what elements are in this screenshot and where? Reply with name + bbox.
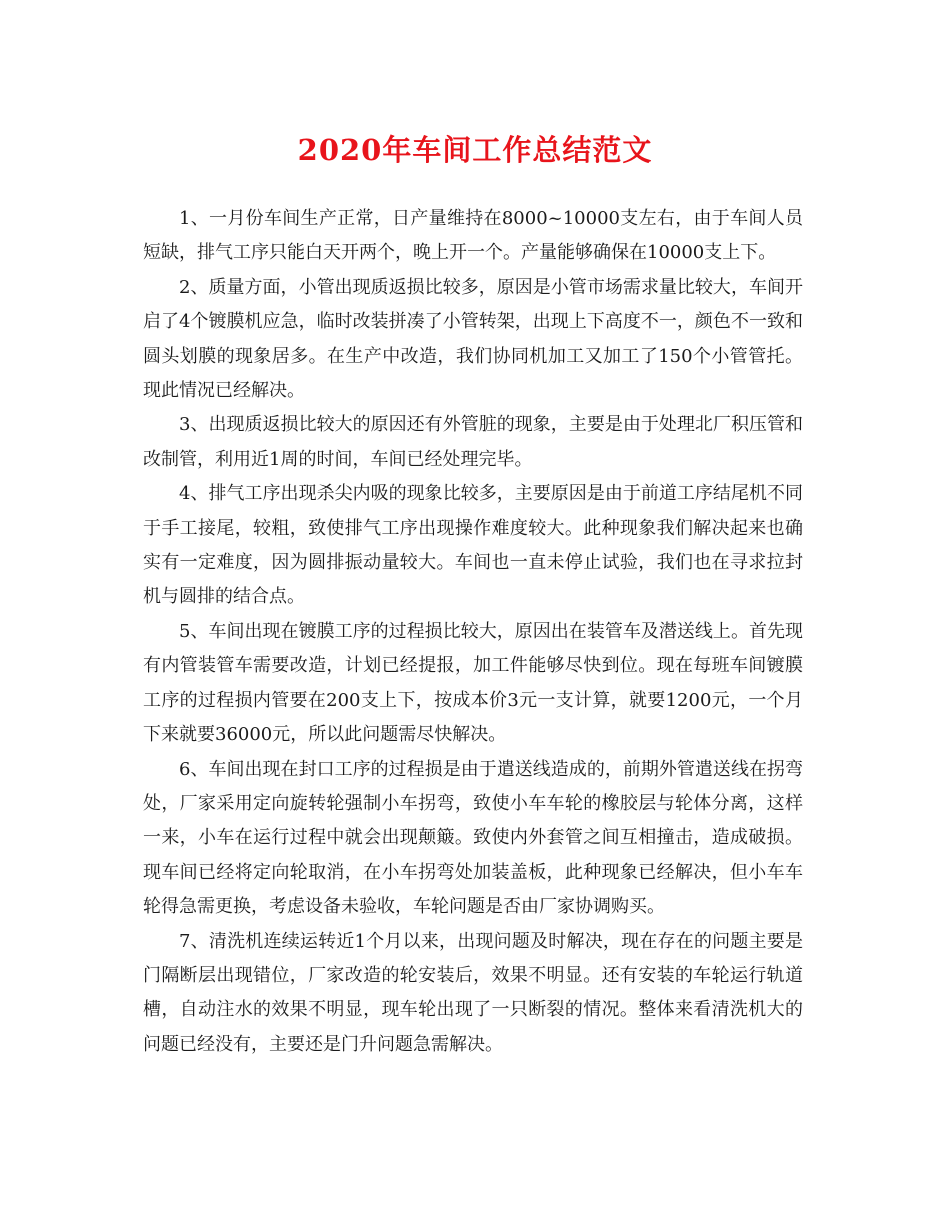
document-body [143,202,803,1062]
paragraph-1: 1、一月份车间生产正常，日产量维持在8000~10000支左右，由于车间人员短缺，排气工序只能白天开两个，晚上开一个。产量能够确保在10000支上下。 [143,208,803,264]
document-title: 2020年车间工作总结范文 [297,133,653,167]
paragraph-5: 5、车间出现在镀膜工序的过程损比较大，原因出在装管车及潜送线上。首先现有内管装管车需要改造，计划已经提报，加工件能够尽快到位。现在每班车间镀膜工序的过程损内管要在200支上下，按成本价3元一支计算，就要1200元，一个月下来就要36000元，所以此问题需尽快解决。 [143,620,803,746]
paragraph-4: 4、排气工序出现杀尖内吸的现象比较多，主要原因是由于前道工序结尾机不同于手工接尾，较粗，致使排气工序出现操作难度较大。此种现象我们解决起来也确实有一定难度，因为圆排振动量较大。车间也一直未停止试验，我们也在寻求拉封机与圆排的结合点。 [143,483,803,608]
paragraph-3: 3、出现质返损比较大的原因还有外管脏的现象，主要是由于处理北厂积压管和改制管，利用近1周的时间，车间已经处理完毕。 [143,414,803,470]
paragraph-2: 2、质量方面，小管出现质返损比较多，原因是小管市场需求量比较大，车间开启了4个镀膜机应急，临时改装拼凑了小管转架，出现上下高度不一，颜色不一致和圆头划膜的现象居多。在生产中改造，我们协同机加工又加工了150个小管管托。现此情况已经解决。 [143,276,803,402]
paragraph-6: 6、车间出现在封口工序的过程损是由于遣送线造成的，前期外管遣送线在拐弯处，厂家采用定向旋转轮强制小车拐弯，致使小车车轮的橡胶层与轮体分离，这样一来，小车在运行过程中就会出现颠簸。致使内外套管之间互相撞击，造成破损。现车间已经将定向轮取消，在小车拐弯处加装盖板，此种现象已经解决，但小车车轮得急需更换，考虑设备未验收，车轮问题是否由厂家协调购买。 [143,758,803,918]
paragraph-7: 7、清洗机连续运转近1个月以来，出现问题及时解决，现在存在的问题主要是门隔断层出现错位，厂家改造的轮安装后，效果不明显。还有安装的车轮运行轨道槽，自动注水的效果不明显，现车轮出现了一只断裂的情况。整体来看清洗机大的问题已经没有，主要还是门升问题急需解决。 [143,930,803,1055]
